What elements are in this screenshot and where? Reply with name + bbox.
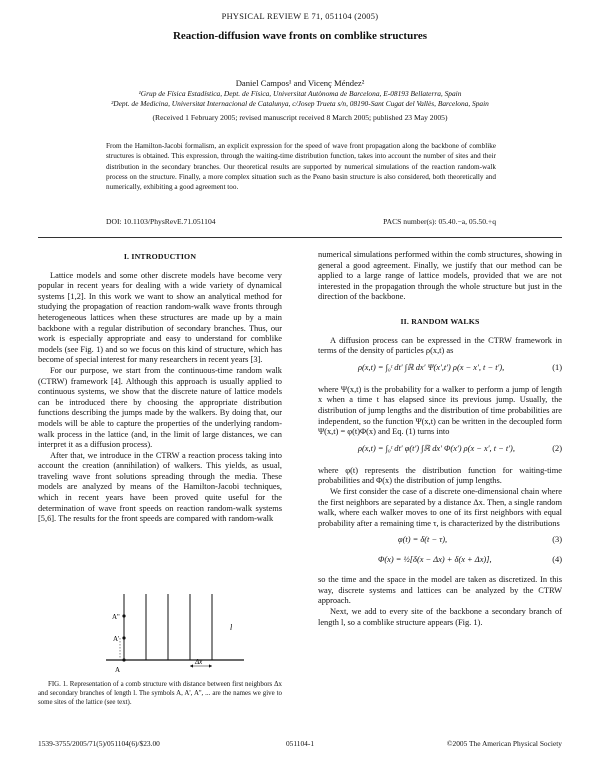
pacs-numbers: PACS number(s): 05.40.−a, 05.50.+q [383,217,496,226]
section-heading-introduction: I. INTRODUCTION [123,252,197,261]
label-delta-x: Δx [195,658,203,666]
intro-paragraph-1: Lattice models and some other discrete models have become very popular in recent years for dealing with a wide variety of dynamical systems [1,2]. In this work we want to show an analytical method for studying the propagation of reaction random-walk wave fronts through heterogeneous lattices when these structures are made up by a main backbone with a regular distribution of secondary branches. Thus, our work is especially appropriate and easy to understand for comblike models (see Fig. 1) and so we focus on this kind of structure, which has become of special interest for many researchers in recent years [3]. [38,270,282,365]
equation-1 [318,363,562,379]
equation-3-number: (3) [552,535,562,545]
arrowhead-right [209,664,212,667]
intro-paragraph-3: After that, we introduce in the CTRW a reaction process taking into account the creation (annihilation) of walkers. This yields, as usual, traveling wave front solutions spreading through the media. These models are analyzed by means of the Hamilton-Jacobi techniques, which in recent years have been proved quite useful for the determination of wave front speeds on reaction random-walk systems [5,6]. The results for the front speeds are compared with random-walk [38,450,282,524]
label-branch-length: l [230,623,233,632]
equation-2-body: ρ(x,t) = ∫₀ᵗ dt′ φ(t′) ∫ℝ dx′ Φ(x′) ρ(x − x′, t − t′), [358,443,515,453]
header-divider [38,237,562,238]
equation-4-number: (4) [552,555,562,565]
comb-structure-diagram [90,590,250,674]
paper-title: Reaction-diffusion wave fronts on comblike structures [172,30,428,42]
equation-3-body: φ(t) = δ(t − τ), [398,535,448,545]
site-a-marker [122,658,125,661]
label-a-double-prime: A'' [112,613,120,621]
equation-4-body: Φ(x) = ½[δ(x − Δx) + δ(x + Δx)], [378,555,492,565]
section-heading-random-walks: II. RANDOM WALKS [400,316,480,326]
affiliation-2: ²Dept. de Medicina, Universitat Internacional de Catalunya, c/Josep Trueta s/n, 08190-Sant Cugat del Vallès, Barcelona, Spain [111,99,489,108]
received-dates: (Received 1 February 2005; revised manuscript received 8 March 2005; published 23 May 2005) [152,113,448,122]
random-walks-paragraph-2: where Ψ(x,t) is the probability for a walker to perform a jump of length x when a time t has elapsed since its previous jump. Usually, the distribution of jump lengths and the distribution of time probabilities are independent, so the function Ψ(x,t) can be written in the decoupled form Ψ(x,t) = φ(t)Φ(x) and Eq. (1) turns into [318,384,562,437]
equation-3 [318,535,562,551]
intro-paragraph-2: For our purpose, we start from the continuous-time random walk (CTRW) framework [4]. Although this approach is usually applied to continuous systems, we show that the discrete nature of lattice models can be introduced there by choosing the appropriate distribution functions describing the jumps made by the walkers. By doing that, our models will be able to capture the properties of the underlying random-walk process in the lattice (and, in the limit of large distances, we can interpret it as a diffusion process). [38,365,282,450]
affiliation-1: ¹Grup de Física Estadística, Dept. de Física, Universitat Autònoma de Barcelona, E-08193 Bellaterra, Spain [138,89,462,98]
footer-page-number: 051104-1 [285,739,315,748]
figure-1 [90,590,250,674]
random-walks-paragraph-5: so the time and the space in the model are taken as discretized. In this way, discrete systems and lattices can be analyzed by the CTRW approach. [318,575,562,606]
label-a-prime: A' [113,635,120,643]
abstract: From the Hamilton-Jacobi formalism, an explicit expression for the speed of wave front propagation along the backbone of comblike structures is obtained. This expression, through the waiting-time distribution function, takes into account the number of sites and their distribution in the secondary branches. Our theoretical results are supported by numerical simulations of the reaction random-walk process on the structure. Finally, a more complex situation such as the Peano basin structure is also considered, both theoretically and numerically, exhibiting a good agreement too. [106,142,496,192]
equation-2-number: (2) [552,443,562,453]
figure-1-caption: FIG. 1. Representation of a comb structure with distance between first neighbors Δx and secondary branches of length l. The symbols A, A', A'', ... are the names we give to some sites of the lattice (see text). [38,681,282,706]
random-walks-paragraph-3: where φ(t) represents the distribution function for waiting-time probabilities and Φ(x) the distribution of jump lengths. [318,465,562,486]
equation-1-body: ρ(x,t) = ∫₀ᵗ dt′ ∫ℝ dx′ Ψ(x′,t′) ρ(x − x′, t − t′), [358,362,505,372]
footer-copyright: ©2005 The American Physical Society [446,739,562,748]
random-walks-paragraph-1: A diffusion process can be expressed in the CTRW framework in terms of the density of particles ρ(x,t) as [318,335,562,356]
equation-1-number: (1) [552,362,562,372]
equation-4 [318,555,562,571]
right-column [318,250,562,628]
site-a-double-prime-marker [122,614,125,617]
label-a: A [115,666,121,674]
footer-issn: 1539-3755/2005/71(5)/051104(6)/$23.00 [38,739,160,748]
doi-link[interactable]: DOI: 10.1103/PhysRevE.71.051104 [106,217,216,226]
running-head: PHYSICAL REVIEW E 71, 051104 (2005) [221,12,379,21]
site-a-prime-marker [122,636,125,639]
random-walks-paragraph-4: We first consider the case of a discrete one-dimensional chain where the first neighbors are separated by a distance Δx. Then, a single random walk, where each walker moves to one of its first neighbors with equal probability after a remaining time τ, is characterized by the distributions [318,486,562,528]
author-list: Daniel Campos¹ and Vicenç Méndez² [235,78,365,88]
arrowhead-left [190,664,193,667]
random-walks-paragraph-6: Next, we add to every site of the backbone a secondary branch of length l, so a comblike structure appears (Fig. 1). [318,607,562,627]
left-column [38,252,282,525]
equation-2 [318,444,562,460]
intro-paragraph-continued: numerical simulations performed within the comb structures, showing in general a good agreement. Finally, we justify that our method can be applied to a large range of lattice models, provided that we are not interested in the propagation through the whole structure but just in the direction of the backbone. [318,250,562,302]
